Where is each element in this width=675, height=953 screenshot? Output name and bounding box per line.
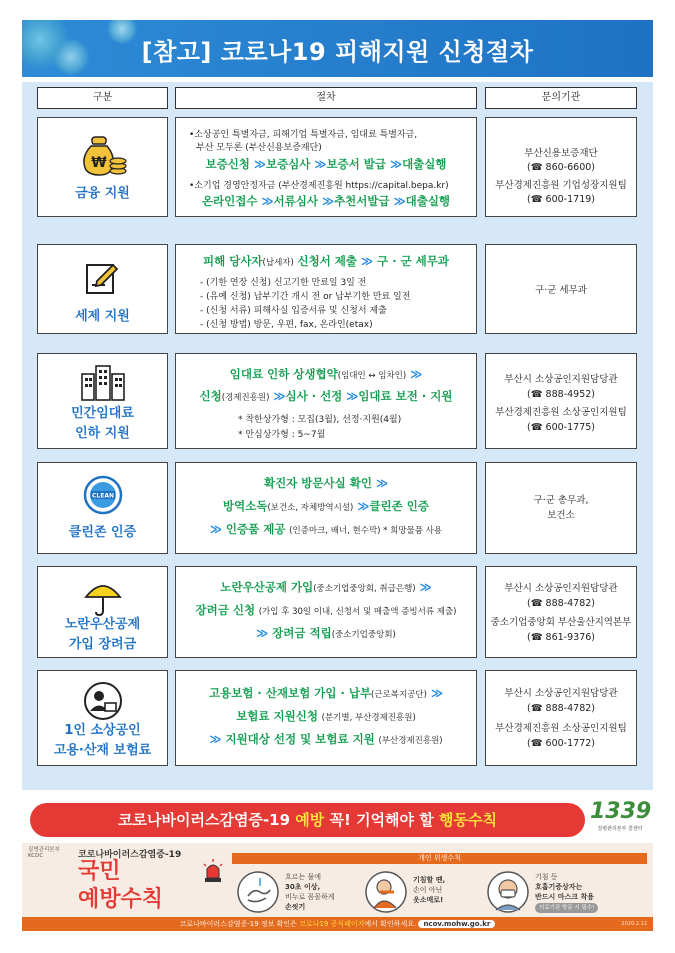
arrow-icon: ≫: [386, 157, 403, 171]
row-category-cleanzone: [37, 462, 168, 554]
procedure-flow: 신청(경제진흥원) ≫심사 · 선정 ≫임대료 보전 · 지원: [199, 389, 453, 403]
arrow-icon: ≫: [257, 194, 274, 208]
national-prevention-rules: [22, 843, 653, 931]
row-category-insurance: [37, 670, 168, 766]
prevention-poster: [22, 795, 653, 935]
cough-tip: 기침할 땐, 손이 아닌 옷소매로!: [413, 876, 446, 904]
row-contact-umbrella: 부산시 소상공인지원담당관 (☎ 888-4782) 중소기업중앙회 부산울산지역본부 (☎ 861-9376): [485, 566, 637, 658]
procedure-item: - (신청 방법) 방문, 우편, fax, 온라인(etax): [200, 320, 373, 330]
arrow-icon: ≫: [269, 389, 286, 403]
siren-icon: [202, 859, 224, 883]
procedure-flow: 피해 당사자(납세자) 신청서 제출 ≫ 구 · 군 세무과: [202, 254, 450, 268]
procedure-flow: 고용보험 · 산재보험 가입 · 납부(근로복지공단) ≫: [208, 686, 443, 700]
procedure-flow: 확진자 방문사실 확인 ≫: [263, 476, 389, 490]
row-procedure-insurance: [175, 670, 477, 766]
svg-text:CLEAN: CLEAN: [91, 492, 114, 500]
clean-zone-badge-icon: [83, 475, 123, 515]
procedure-text: 부산 모두론 (부산신용보증재단): [196, 143, 322, 153]
poster-title: 예방수칙: [78, 887, 164, 912]
procedure-text: •소상공인 특별자금, 피해기업 특별자금, 임대료 특별자금,: [189, 130, 418, 140]
procedure-flow: ≫ 지원대상 선정 및 보험료 지원 (부산경제진흥원): [209, 732, 443, 746]
row-procedure-tax: [175, 244, 477, 334]
row-procedure-cleanzone: [175, 462, 477, 554]
info-bar: 코로나바이러스감염증-19 정보 확인은 코로나19 공식페이지에서 확인하세요. ncov.mohw.go.kr 2020.2.12: [22, 917, 653, 931]
arrow-icon: ≫: [256, 626, 273, 640]
procedure-text: •소기업 경영안정자금 (부산경제진흥원 https://capital.bepa.kr): [189, 181, 449, 191]
category-label: 인하 지원: [75, 426, 130, 441]
row-procedure-rent: [175, 353, 477, 449]
document-page: [22, 20, 653, 935]
procedure-flow: 보증신청 ≫보증심사 ≫보증서 발급 ≫대출실행: [205, 157, 447, 171]
arrow-icon: ≫: [209, 732, 226, 746]
official-site-link[interactable]: ncov.mohw.go.kr: [418, 920, 495, 928]
poster-subtitle: 코로나바이러스감염증-19: [78, 850, 182, 860]
row-category-rent: [37, 353, 168, 449]
category-label: 세제 지원: [75, 309, 130, 324]
row-contact-insurance: 부산시 소상공인지원담당관 (☎ 888-4782) 부산경제진흥원 소상공인지원팀 (☎ 600-1772): [485, 670, 637, 766]
procedure-flow: 노란우산공제 가입(중소기업중앙회, 취급은행) ≫: [220, 580, 432, 594]
category-label: 클린존 인증: [68, 525, 137, 540]
edit-form-icon: [83, 259, 123, 299]
face-mask-icon: [486, 870, 530, 914]
support-table: [22, 82, 653, 790]
procedure-flow: 온라인접수 ≫서류심사 ≫추천서발급 ≫대출실행: [201, 194, 451, 208]
mask-tip: 기침 등 호흡기증상자는 반드시 마스크 착용 의료기관 방문 시 필수!: [535, 872, 598, 913]
arrow-icon: ≫: [357, 254, 378, 268]
procedure-flow: ≫ 장려금 적립(중소기업중앙회): [256, 626, 396, 640]
row-contact-finance: 부산신용보증재단 (☎ 860-6600) 부산경제진흥원 기업성장지원팀 (☎ 600-1719): [485, 117, 637, 217]
row-contact-cleanzone: 구·군 총무과, 보건소: [485, 462, 637, 554]
page-title: [참고] 코로나19 피해지원 신청절차: [141, 38, 534, 66]
handwash-tip: 흐르는 물에 30초 이상, 비누로 꼼꼼하게 손씻기: [285, 873, 335, 911]
row-category-finance: [37, 117, 168, 217]
procedure-note: * 안심상가형 : 5~7월: [238, 430, 326, 440]
category-label: 노란우산공제: [64, 617, 141, 632]
callcenter-1339-logo: 1339 질병관리본부 콜센터: [590, 799, 652, 832]
row-contact-rent: 부산시 소상공인지원담당관 (☎ 888-4952) 부산경제진흥원 소상공인지원팀 (☎ 600-1775): [485, 353, 637, 449]
row-category-tax: [37, 244, 168, 334]
arrow-icon: ≫: [389, 194, 406, 208]
category-label: 고용·산재 보험료: [53, 743, 152, 758]
arrow-icon: ≫: [209, 522, 226, 536]
row-procedure-finance: [175, 117, 477, 217]
arrow-icon: ≫: [371, 476, 389, 490]
arrow-icon: ≫: [415, 580, 432, 594]
poster-title: 국민: [78, 859, 121, 884]
procedure-flow: ≫ 인증품 제공 (인증마크, 배너, 현수막) * 희망물품 사용: [209, 522, 443, 536]
arrow-icon: ≫: [310, 157, 327, 171]
cough-etiquette-icon: [364, 870, 408, 914]
arrow-icon: ≫: [353, 499, 370, 513]
handwash-icon: [236, 870, 280, 914]
arrow-icon: ≫: [317, 194, 335, 208]
building-icon: [80, 364, 126, 402]
arrow-icon: ≫: [342, 389, 359, 403]
hygiene-title-bar: 개인 위생수칙: [232, 853, 647, 864]
page-header: [22, 20, 653, 77]
column-header-contact: 문의기관: [485, 87, 637, 109]
procedure-flow: 장려금 신청 (가입 후 30일 이내, 신청서 및 매출액 증빙서류 제출): [195, 603, 457, 617]
category-label: 가입 장려금: [68, 637, 137, 652]
prevention-banner: 코로나바이러스감염증-19 예방 꼭! 기억해야 할 행동수칙: [30, 803, 585, 837]
procedure-flow: 임대료 인하 상생협약(임대인 ↔ 임차인) ≫: [229, 367, 423, 381]
procedure-item: - (신청 서류) 피해사실 입증서류 및 신청서 제출: [200, 306, 387, 316]
kcdc-logo: 질병관리본부 KCDC: [28, 847, 60, 859]
yellow-umbrella-icon: [83, 577, 123, 617]
arrow-icon: ≫: [249, 157, 266, 171]
money-bag-icon: [78, 134, 128, 176]
poster-date: 2020.2.12: [621, 921, 647, 927]
row-category-umbrella: [37, 566, 168, 658]
category-label: 민간임대료: [71, 406, 134, 421]
category-label: 금융 지원: [75, 186, 130, 201]
category-label: 1인 소상공인: [64, 723, 141, 738]
column-header-procedure: 절차: [175, 87, 477, 109]
procedure-item: - (유예 신청) 납부기간 개시 전 or 납부기한 만료 일전: [200, 292, 411, 302]
arrow-icon: ≫: [406, 367, 423, 381]
arrow-icon: ≫: [426, 686, 443, 700]
row-procedure-umbrella: [175, 566, 477, 658]
column-header-category: 구분: [37, 87, 168, 109]
procedure-flow: 방역소독(보건소, 자체방역시설) ≫클린존 인증: [223, 499, 429, 513]
procedure-item: - (기한 연장 신청) 신고기한 만료일 3일 전: [200, 278, 367, 288]
svg-text:₩: ₩: [90, 155, 107, 171]
row-contact-tax: 구·군 세무과: [485, 244, 637, 334]
procedure-flow: 보험료 지원신청 (분기별, 부산경제진흥원): [236, 709, 416, 723]
procedure-note: * 착한상가형 : 모집(3월), 선정·지원(4월): [238, 415, 402, 425]
worker-icon: [83, 681, 123, 721]
